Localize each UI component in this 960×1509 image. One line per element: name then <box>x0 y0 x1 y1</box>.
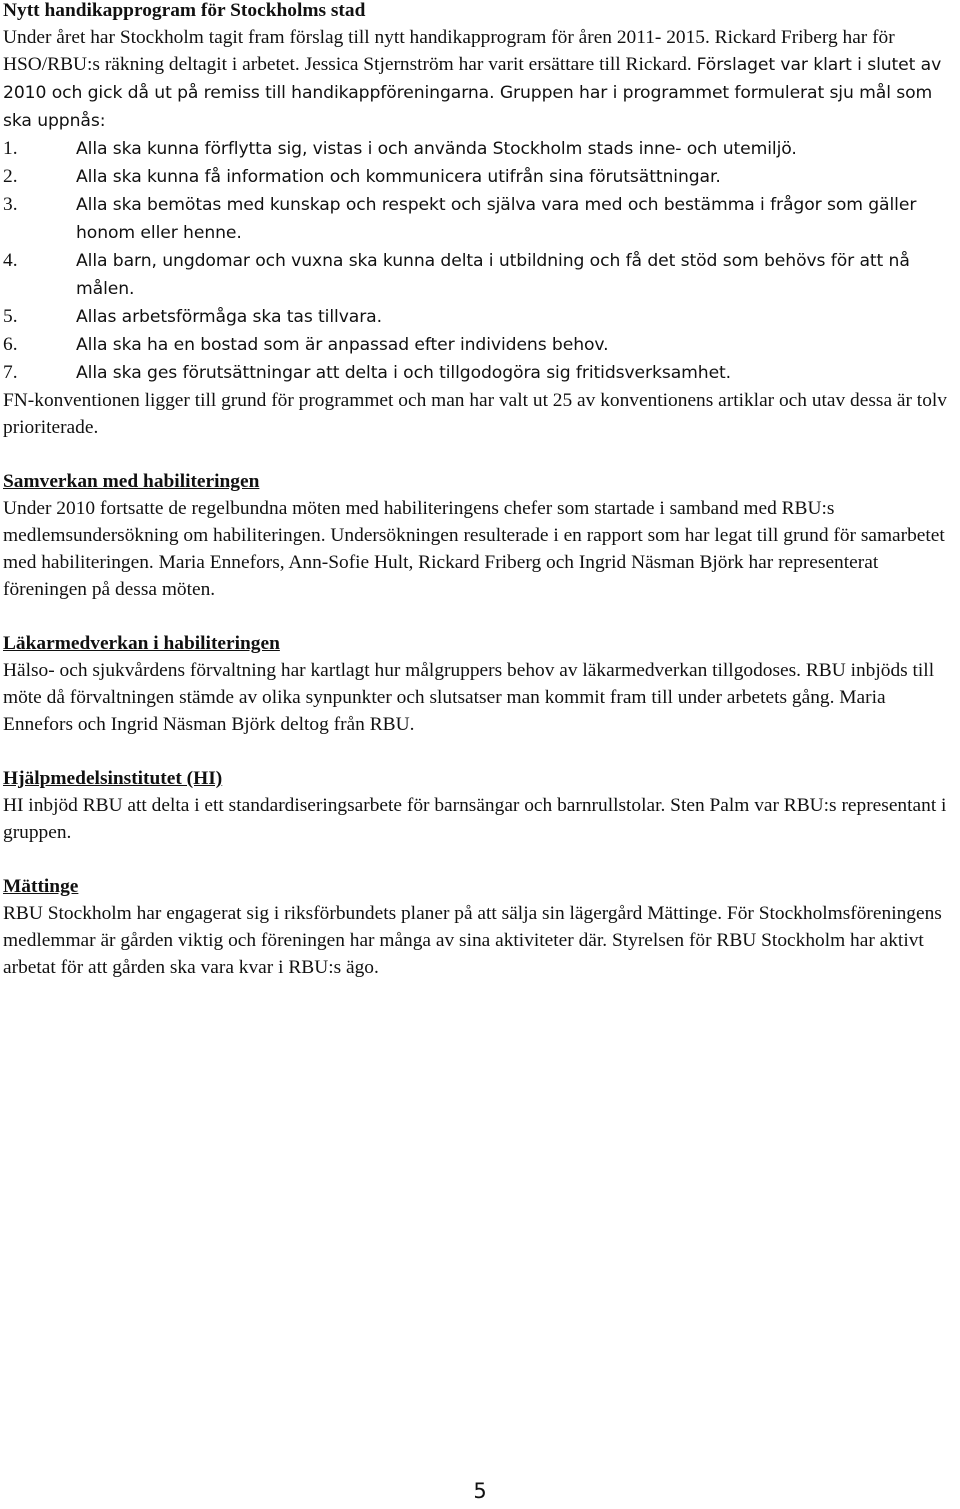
goal-number: 3. <box>3 194 18 215</box>
goal-item <box>3 135 957 163</box>
goal-text: Alla ska ges förutsättningar att delta i och tillgodogöra sig fritidsverksamhet. <box>76 363 732 383</box>
document-page <box>3 0 957 1008</box>
goal-text: Alla ska kunna få information och kommunicera utifrån sina förutsättningar. <box>76 167 721 187</box>
goal-number: 1. <box>3 138 18 159</box>
samverkan-body: Under 2010 fortsatte de regelbundna möten med habiliteringens chefer som startade i samband med RBU:s medlemsundersökning om habiliteringen. Undersökningen resulterade i en rapport som har legat till grund för samarbetet med habiliteringen. Maria Ennefors, Ann-Sofie Hult, Rickard Friberg och Ingrid Näsman Björk har representerat föreningen på dessa möten. <box>3 498 945 600</box>
program-intro-serif: Under året har Stockholm tagit fram förslag till nytt handikapprogram för åren 2011- 2015. Rickard Friberg har för HSO/RBU:s räkning deltagit i arbetet. Jessica Stjernström har varit ersättare till Rickard. <box>3 27 895 75</box>
goal-number: 7. <box>3 362 18 383</box>
section-title-mattinge: Mättinge <box>3 876 79 897</box>
goal-number: 6. <box>3 334 18 355</box>
page-number: 5 <box>473 1479 487 1503</box>
hjalpmedel-body: HI inbjöd RBU att delta i ett standardiseringsarbete för barnsängar och barnrullstolar. Sten Palm var RBU:s representant i gruppen. <box>3 795 947 843</box>
goal-text: Alla ska kunna förflytta sig, vistas i och använda Stockholm stads inne- och utemiljö. <box>76 139 797 159</box>
program-outro: FN-konventionen ligger till grund för programmet och man har valt ut 25 av konventionens artiklar och utav dessa är tolv prioriterade. <box>3 390 947 438</box>
section-samverkan <box>3 468 957 603</box>
program-intro <box>3 24 957 135</box>
goal-number: 2. <box>3 166 18 187</box>
section-title-handikapprogram: Nytt handikapprogram för Stockholms stad <box>3 0 366 21</box>
goal-item <box>3 331 957 359</box>
goal-text: Alla ska ha en bostad som är anpassad efter individens behov. <box>76 335 609 355</box>
section-mattinge <box>3 873 957 981</box>
goal-number: 5. <box>3 306 18 327</box>
section-title-lakarmedverkan: Läkarmedverkan i habiliteringen <box>3 633 280 654</box>
mattinge-body: RBU Stockholm har engagerat sig i riksförbundets planer på att sälja sin lägergård Mättinge. För Stockholmsföreningens medlemmar är gården viktig och föreningen har många av sina aktiviteter där. Styrelsen för RBU Stockholm har aktivt arbetat för att gården ska vara kvar i RBU:s ägo. <box>3 903 942 978</box>
goal-text: Alla ska bemötas med kunskap och respekt och själva vara med och bestämma i frågor som gäller honom eller henne. <box>76 195 917 243</box>
section-handikapprogram <box>3 0 957 441</box>
section-title-samverkan: Samverkan med habiliteringen <box>3 471 260 492</box>
section-hjalpmedel <box>3 765 957 846</box>
goal-item <box>3 163 957 191</box>
section-title-hjalpmedel: Hjälpmedelsinstitutet (HI) <box>3 768 223 789</box>
goal-item <box>3 359 957 387</box>
goal-item <box>3 247 957 303</box>
goal-item <box>3 191 957 247</box>
goal-item <box>3 303 957 331</box>
program-intro-sans: Förslaget var klart i slutet av 2010 och gick då ut på remiss till handikappföreningarna. Gruppen har i programmet formulerat sju mål som ska uppnås: <box>3 55 942 131</box>
goal-text: Allas arbetsförmåga ska tas tillvara. <box>76 307 382 327</box>
goal-number: 4. <box>3 250 18 271</box>
goal-text: Alla barn, ungdomar och vuxna ska kunna delta i utbildning och få det stöd som behövs för att nå målen. <box>76 251 910 299</box>
lakarmedverkan-body: Hälso- och sjukvårdens förvaltning har kartlagt hur målgruppers behov av läkarmedverkan tillgodoses. RBU inbjöds till möte då förvaltningen stämde av olika synpunkter och slutsatser man kommit fram till under arbetets gång. Maria Ennefors och Ingrid Näsman Björk deltog från RBU. <box>3 660 935 735</box>
goals-list <box>3 135 957 387</box>
section-lakarmedverkan <box>3 630 957 738</box>
